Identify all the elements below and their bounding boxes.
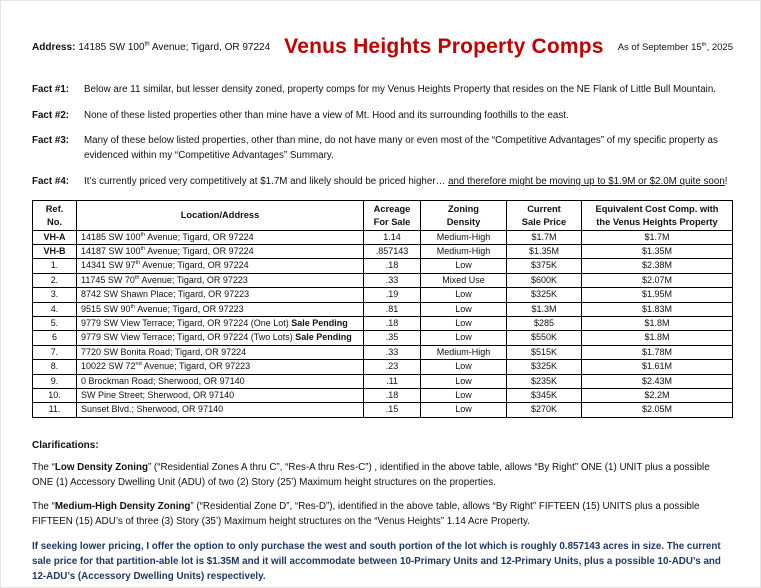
- document-header: [32, 35, 733, 59]
- price-cell: $235K: [507, 374, 582, 388]
- table-row: [33, 374, 733, 388]
- acreage-cell: .18: [364, 389, 421, 403]
- column-header-4: Current Sale Price: [507, 201, 582, 230]
- zoning-cell: Low: [421, 331, 507, 345]
- fact-4-label: Fact #4:: [32, 175, 70, 187]
- price-cell: $550K: [507, 331, 582, 345]
- zoning-cell: Medium-High: [421, 245, 507, 259]
- zoning-cell: Mixed Use: [421, 273, 507, 287]
- zoning-cell: Low: [421, 288, 507, 302]
- equiv-cost-cell: $1.8M: [582, 317, 733, 331]
- acreage-cell: .18: [364, 317, 421, 331]
- acreage-cell: .15: [364, 403, 421, 417]
- equiv-cost-cell: $1.95M: [582, 288, 733, 302]
- ref-cell: 1.: [33, 259, 77, 273]
- header-row: [33, 201, 733, 230]
- zoning-cell: Low: [421, 317, 507, 331]
- acreage-cell: .35: [364, 331, 421, 345]
- property-address: [32, 42, 270, 53]
- fact-4-text: [84, 175, 733, 190]
- address-cell: 10022 SW 72nd Avenue; Tigard, OR 97223: [77, 360, 364, 374]
- ref-cell: VH-B: [33, 245, 77, 259]
- clar2-pre: The “: [32, 501, 55, 513]
- zoning-cell: Low: [421, 374, 507, 388]
- fact-1-text: Below are 11 similar, but lesser density zoned, property comps for my Venus Heights Property that resides on the NE Flank of Little Bull Mountain.: [84, 84, 717, 95]
- acreage-cell: .81: [364, 302, 421, 316]
- equiv-cost-cell: $2.43M: [582, 374, 733, 388]
- fact-1: [32, 83, 733, 98]
- clar1-rest: ” (“Residential Zones A thru C”, “Res-A thru Res-C”) , identified in the above table, allows “By Right” ONE (1) UNIT plus a possible ONE (1) Accessory Dwelling Unit (ADU) of two (2) Story (25’) Maximum height structures on the properties.: [32, 461, 710, 489]
- column-header-3: Zoning Density: [421, 201, 507, 230]
- table-row: [33, 403, 733, 417]
- price-cell: $1.7M: [507, 230, 582, 244]
- acreage-cell: .23: [364, 360, 421, 374]
- address-cell: Sunset Blvd.; Sherwood, OR 97140: [77, 403, 364, 417]
- table-row: [33, 288, 733, 302]
- price-cell: $285: [507, 317, 582, 331]
- acreage-cell: .19: [364, 288, 421, 302]
- acreage-cell: .11: [364, 374, 421, 388]
- table-row: [33, 259, 733, 273]
- clar2-rest: ” (“Residential Zone D”, “Res-D”), identified in the above table, allows “By Right” FIFTEEN (15) UNITS plus a possible FIFTEEN (15) ADU’s of three (3) Story (35’) Maximum height structures on the “Venus Heights” 1.14 Acre Property.: [32, 501, 700, 528]
- clar1-bold: Low Density Zoning: [54, 461, 148, 473]
- equiv-cost-cell: $1.78M: [582, 345, 733, 359]
- address-cell: 14341 SW 97th Avenue; Tigard, OR 97224: [77, 259, 364, 273]
- equiv-cost-cell: $1.7M: [582, 230, 733, 244]
- equiv-cost-cell: $2.07M: [582, 273, 733, 287]
- fact-2: [32, 109, 733, 124]
- acreage-cell: 1.14: [364, 230, 421, 244]
- table-row: [33, 317, 733, 331]
- table-row: [33, 230, 733, 244]
- table-row: [33, 302, 733, 316]
- fact-4-text-plain: It’s currently priced very competitively at $1.7M and likely should be priced higher…: [84, 175, 449, 187]
- address-cell: 9515 SW 90th Avenue; Tigard, OR 97223: [77, 302, 364, 316]
- price-cell: $600K: [507, 273, 582, 287]
- price-cell: $325K: [507, 360, 582, 374]
- clarification-medium-high-density: [32, 499, 733, 529]
- comps-table-body: [33, 230, 733, 417]
- column-header-2: Acreage For Sale: [364, 201, 421, 230]
- acreage-cell: .33: [364, 345, 421, 359]
- price-cell: $325K: [507, 288, 582, 302]
- zoning-cell: Low: [421, 389, 507, 403]
- address-cell: 11745 SW 70th Avenue; Tigard, OR 97223: [77, 273, 364, 287]
- ref-cell: 5.: [33, 317, 77, 331]
- fact-3-text: Many of these below listed properties, other than mine, do not have many or even most of the “Competitive Advantages” of my specific property as evidenced within my “Competitive Advantages” Summary.: [84, 135, 718, 162]
- zoning-cell: Low: [421, 403, 507, 417]
- price-cell: $1.3M: [507, 302, 582, 316]
- address-cell: 7720 SW Bonita Road; Tigard, OR 97224: [77, 345, 364, 359]
- fact-3-label: Fact #3:: [32, 135, 70, 147]
- fact-4: [32, 175, 733, 190]
- address-cell: 9779 SW View Terrace; Tigard, OR 97224 (Two Lots) Sale Pending: [77, 331, 364, 345]
- facts-section: [32, 83, 733, 189]
- fact-4-text-after: !: [724, 175, 728, 187]
- acreage-cell: .857143: [364, 245, 421, 259]
- address-cell: 8742 SW Shawn Place; Tigard, OR 97223: [77, 288, 364, 302]
- equiv-cost-cell: $2.05M: [582, 403, 733, 417]
- price-cell: $1.35M: [507, 245, 582, 259]
- comps-table-header: [33, 201, 733, 230]
- column-header-1: Location/Address: [77, 201, 364, 230]
- clarifications-heading: Clarifications:: [32, 439, 99, 451]
- column-header-0: Ref. No.: [33, 201, 77, 230]
- ref-cell: 8.: [33, 360, 77, 374]
- equiv-cost-cell: $1.8M: [582, 331, 733, 345]
- price-cell: $270K: [507, 403, 582, 417]
- address-cell: SW Pine Street; Sherwood, OR 97140: [77, 389, 364, 403]
- ref-cell: 3.: [33, 288, 77, 302]
- page-title: Venus Heights Property Comps: [284, 35, 604, 58]
- ref-cell: 11.: [33, 403, 77, 417]
- ref-cell: 2.: [33, 273, 77, 287]
- fact-1-label: Fact #1:: [32, 84, 70, 95]
- zoning-cell: Low: [421, 259, 507, 273]
- clarification-low-density: [32, 460, 733, 490]
- ref-cell: 6: [33, 331, 77, 345]
- address-value: 14185 SW 100th Avenue; Tigard, OR 97224: [78, 40, 271, 53]
- ref-cell: 4.: [33, 302, 77, 316]
- table-row: [33, 245, 733, 259]
- clar2-bold: Medium-High Density Zoning: [54, 501, 191, 513]
- ref-cell: 7.: [33, 345, 77, 359]
- table-row: [33, 360, 733, 374]
- address-cell: 14187 SW 100th Avenue; Tigard, OR 97224: [77, 245, 364, 259]
- address-cell: 0 Brockman Road; Sherwood, OR 97140: [77, 374, 364, 388]
- price-cell: $515K: [507, 345, 582, 359]
- ref-cell: VH-A: [33, 230, 77, 244]
- equiv-cost-cell: $2.38M: [582, 259, 733, 273]
- as-of-date: As of September 15th, 2025: [617, 41, 733, 53]
- table-row: [33, 331, 733, 345]
- column-header-5: Equivalent Cost Comp. with the Venus Heights Property: [582, 201, 733, 230]
- equiv-cost-cell: $1.83M: [582, 302, 733, 316]
- fact-4-text-underlined: and therefore might be moving up to $1.9M or $2.0M quite soon: [448, 175, 725, 187]
- clarification-lower-pricing-offer: If seeking lower pricing, I offer the option to only purchase the west and south portion of the lot which is roughly 0.857143 acres in size. The current sale price for that partition-able lot is $1.35M and it will accommodate between 10-Primary Units and 12-Primary Units, plus a possible 10-ADU’s and 12-ADU’s (Accessory Dwelling Units) respectively.: [32, 540, 721, 582]
- comps-table: [32, 200, 733, 417]
- ref-cell: 9.: [33, 374, 77, 388]
- zoning-cell: Medium-High: [421, 230, 507, 244]
- fact-3: [32, 134, 733, 163]
- equiv-cost-cell: $1.61M: [582, 360, 733, 374]
- clar1-pre: The “: [32, 461, 55, 473]
- zoning-cell: Low: [421, 302, 507, 316]
- acreage-cell: .33: [364, 273, 421, 287]
- table-row: [33, 273, 733, 287]
- fact-2-text: None of these listed properties other than mine have a view of Mt. Hood and its surrounding foothills to the east.: [84, 109, 569, 121]
- document-page: [1, 1, 760, 584]
- price-cell: $345K: [507, 389, 582, 403]
- acreage-cell: .18: [364, 259, 421, 273]
- price-cell: $375K: [507, 259, 582, 273]
- zoning-cell: Medium-High: [421, 345, 507, 359]
- equiv-cost-cell: $1.35M: [582, 245, 733, 259]
- zoning-cell: Low: [421, 360, 507, 374]
- table-row: [33, 389, 733, 403]
- address-cell: 9779 SW View Terrace; Tigard, OR 97224 (One Lot) Sale Pending: [77, 317, 364, 331]
- table-row: [33, 345, 733, 359]
- ref-cell: 10.: [33, 389, 77, 403]
- address-label: Address:: [32, 41, 76, 53]
- equiv-cost-cell: $2.2M: [582, 389, 733, 403]
- address-cell: 14185 SW 100th Avenue; Tigard, OR 97224: [77, 230, 364, 244]
- fact-2-label: Fact #2:: [32, 109, 70, 121]
